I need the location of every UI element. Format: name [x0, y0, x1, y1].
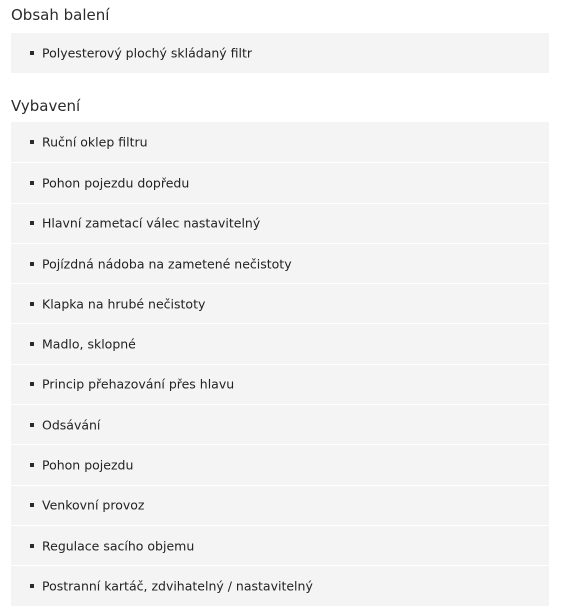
list-item-label: Postranní kartáč, zdvihatelný / nastavitelný — [42, 578, 313, 594]
bullet-icon — [30, 382, 34, 386]
bullet-icon — [30, 140, 34, 144]
list-item — [11, 122, 549, 162]
package-contents-list — [11, 33, 549, 73]
list-item — [11, 404, 549, 444]
list-item-label: Odsávání — [42, 417, 101, 433]
bullet-icon — [30, 302, 34, 306]
bullet-icon — [30, 221, 34, 225]
list-item — [11, 162, 549, 202]
list-item — [11, 283, 549, 323]
bullet-icon — [30, 584, 34, 588]
list-item — [11, 243, 549, 283]
list-item-label: Princip přehazování přes hlavu — [42, 376, 235, 392]
bullet-icon — [30, 423, 34, 427]
bullet-icon — [30, 51, 34, 55]
package-contents-title: Obsah balení — [11, 6, 110, 24]
list-item — [11, 444, 549, 484]
list-item-label: Madlo, sklopné — [42, 336, 136, 352]
bullet-icon — [30, 181, 34, 185]
list-item — [11, 203, 549, 243]
list-item — [11, 323, 549, 363]
bullet-icon — [30, 463, 34, 467]
list-item-label: Pojízdná nádoba na zametené nečistoty — [42, 256, 292, 272]
bullet-icon — [30, 342, 34, 346]
list-item-label: Ruční oklep filtru — [42, 134, 148, 150]
list-item-label: Pohon pojezdu dopředu — [42, 175, 190, 191]
list-item — [11, 565, 549, 605]
list-item-label: Venkovní provoz — [42, 497, 145, 513]
list-item-label: Pohon pojezdu — [42, 457, 134, 473]
list-item — [11, 33, 549, 73]
list-item-label: Klapka na hrubé nečistoty — [42, 296, 206, 312]
bullet-icon — [30, 544, 34, 548]
bullet-icon — [30, 503, 34, 507]
list-item-label: Polyesterový plochý skládaný filtr — [42, 45, 253, 61]
equipment-title: Vybavení — [11, 97, 81, 115]
list-item-label: Regulace sacího objemu — [42, 538, 195, 554]
bullet-icon — [30, 262, 34, 266]
list-item — [11, 525, 549, 565]
list-item — [11, 485, 549, 525]
list-item-label: Hlavní zametací válec nastavitelný — [42, 215, 261, 231]
list-item — [11, 364, 549, 404]
equipment-list — [11, 122, 549, 606]
